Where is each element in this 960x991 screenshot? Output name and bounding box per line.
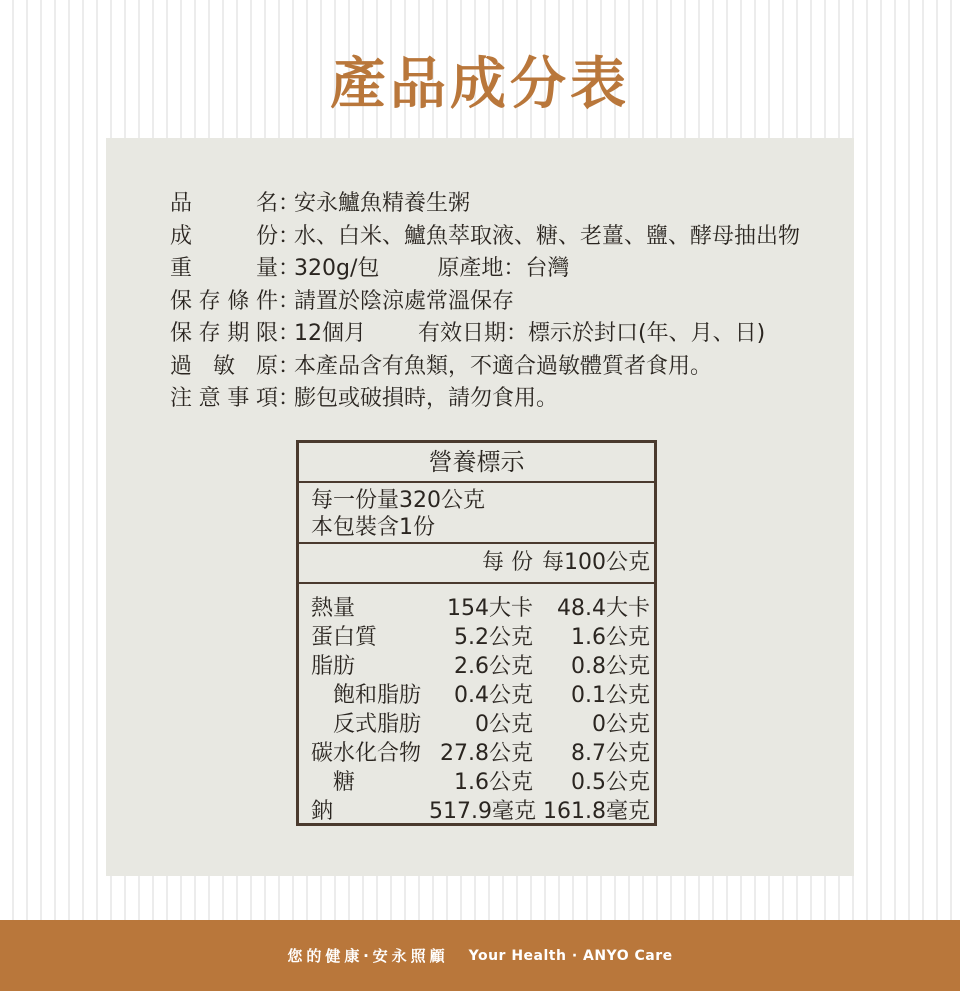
info-key: 成 份: [170, 223, 278, 249]
nutrient-per-100g: 0.1公克: [571, 683, 650, 708]
nutrition-title: 營養標示: [299, 443, 654, 483]
nutrient-name: 脂肪: [311, 654, 356, 679]
info-value: 請置於陰涼處常溫保存: [294, 288, 515, 314]
nutrition-row: [299, 594, 654, 623]
info-value: 膨包或破損時，請勿食用。: [294, 386, 559, 411]
nutrition-facts-table: [296, 440, 657, 826]
info-row: 注 意 事 項 ： 膨包或破損時，請勿食用。: [170, 383, 800, 416]
nutrient-per-100g: 1.6公克: [571, 625, 650, 650]
info-row: 重 量 ： 320g/包 原產地：台灣: [170, 253, 800, 286]
nutrition-row: [299, 623, 654, 652]
info-value: 320g/包: [294, 256, 380, 281]
nutrient-per-100g: 0.5公克: [571, 770, 650, 795]
nutrient-per-100g: 161.8毫克: [543, 799, 650, 824]
nutrient-per-100g: 0.8公克: [571, 654, 650, 679]
ingredients-card: [106, 138, 854, 876]
info-row: 保 存 期 限 ： 12個月 有效日期：標示於封口(年、月、日): [170, 318, 800, 351]
nutrient-name: 蛋白質: [311, 625, 378, 650]
nutrient-per-serving: 5.2公克: [454, 625, 533, 650]
nutrient-name: 反式脂肪: [333, 712, 422, 737]
nutrient-name: 碳水化合物: [311, 741, 422, 766]
info-value: 本產品含有魚類，不適合過敏體質者食用。: [294, 353, 713, 379]
nutrient-per-serving: 2.6公克: [454, 654, 533, 679]
nutrient-per-serving: 0公克: [475, 712, 533, 737]
nutrition-row: [299, 710, 654, 739]
info-value: 12個月: [294, 321, 366, 346]
footer-slogan-zh: 您的健康‧安永照顧: [287, 947, 449, 965]
info-key: 注 意 事 項: [170, 386, 278, 411]
serving-info: [299, 483, 654, 544]
nutrient-per-serving: 517.9毫克: [429, 799, 536, 824]
page-title: 產品成分表: [330, 52, 630, 117]
nutrition-row: [299, 652, 654, 681]
info-key: 重 量: [170, 256, 278, 281]
info-row: 品 名 ： 安永鱸魚精養生粥: [170, 188, 800, 221]
nutrient-per-serving: 27.8公克: [440, 741, 533, 766]
info-value: 水、白米、鱸魚萃取液、糖、老薑、鹽、酵母抽出物: [294, 223, 801, 249]
nutrient-per-100g: 48.4大卡: [557, 596, 650, 621]
info-key: 保 存 條 件: [170, 288, 278, 314]
nutrient-name: 飽和脂肪: [333, 683, 422, 708]
nutrient-name: 熱量: [311, 596, 356, 621]
info-key: 過 敏 原: [170, 353, 278, 379]
info-value: 安永鱸魚精養生粥: [294, 191, 471, 216]
nutrient-per-serving: 1.6公克: [454, 770, 533, 795]
info-key: 品 名: [170, 191, 278, 216]
info-value-secondary: 原產地：台灣: [437, 256, 570, 281]
nutrition-header-row: [299, 544, 654, 584]
header-per-serving: 每 份: [482, 550, 533, 575]
info-row: 成 份 ： 水、白米、鱸魚萃取液、糖、老薑、鹽、酵母抽出物: [170, 221, 800, 254]
serving-size: 每一份量320公克: [311, 488, 485, 513]
nutrition-rows: [299, 584, 654, 826]
footer-slogan-en: Your Health · ANYO Care: [468, 947, 673, 964]
info-value-secondary: 有效日期：標示於封口(年、月、日): [418, 321, 766, 346]
nutrient-per-100g: 8.7公克: [571, 741, 650, 766]
servings-per-package: 本包裝含1份: [311, 515, 435, 540]
nutrition-row: [299, 797, 654, 826]
info-row: 保 存 條 件 ： 請置於陰涼處常溫保存: [170, 286, 800, 319]
nutrition-row: [299, 768, 654, 797]
nutrient-per-serving: 0.4公克: [454, 683, 533, 708]
info-key: 保 存 期 限: [170, 321, 278, 346]
nutrition-row: [299, 739, 654, 768]
nutrient-per-100g: 0公克: [592, 712, 650, 737]
nutrient-per-serving: 154大卡: [447, 596, 533, 621]
header-spacer: [299, 544, 429, 582]
header-per-100g: 每100公克: [542, 550, 650, 575]
info-row: 過 敏 原 ： 本產品含有魚類，不適合過敏體質者食用。: [170, 351, 800, 384]
footer-banner: [0, 920, 960, 991]
nutrition-row: [299, 681, 654, 710]
nutrient-name: 鈉: [311, 799, 334, 824]
nutrient-name: 糖: [333, 770, 356, 795]
product-info: [170, 188, 800, 416]
